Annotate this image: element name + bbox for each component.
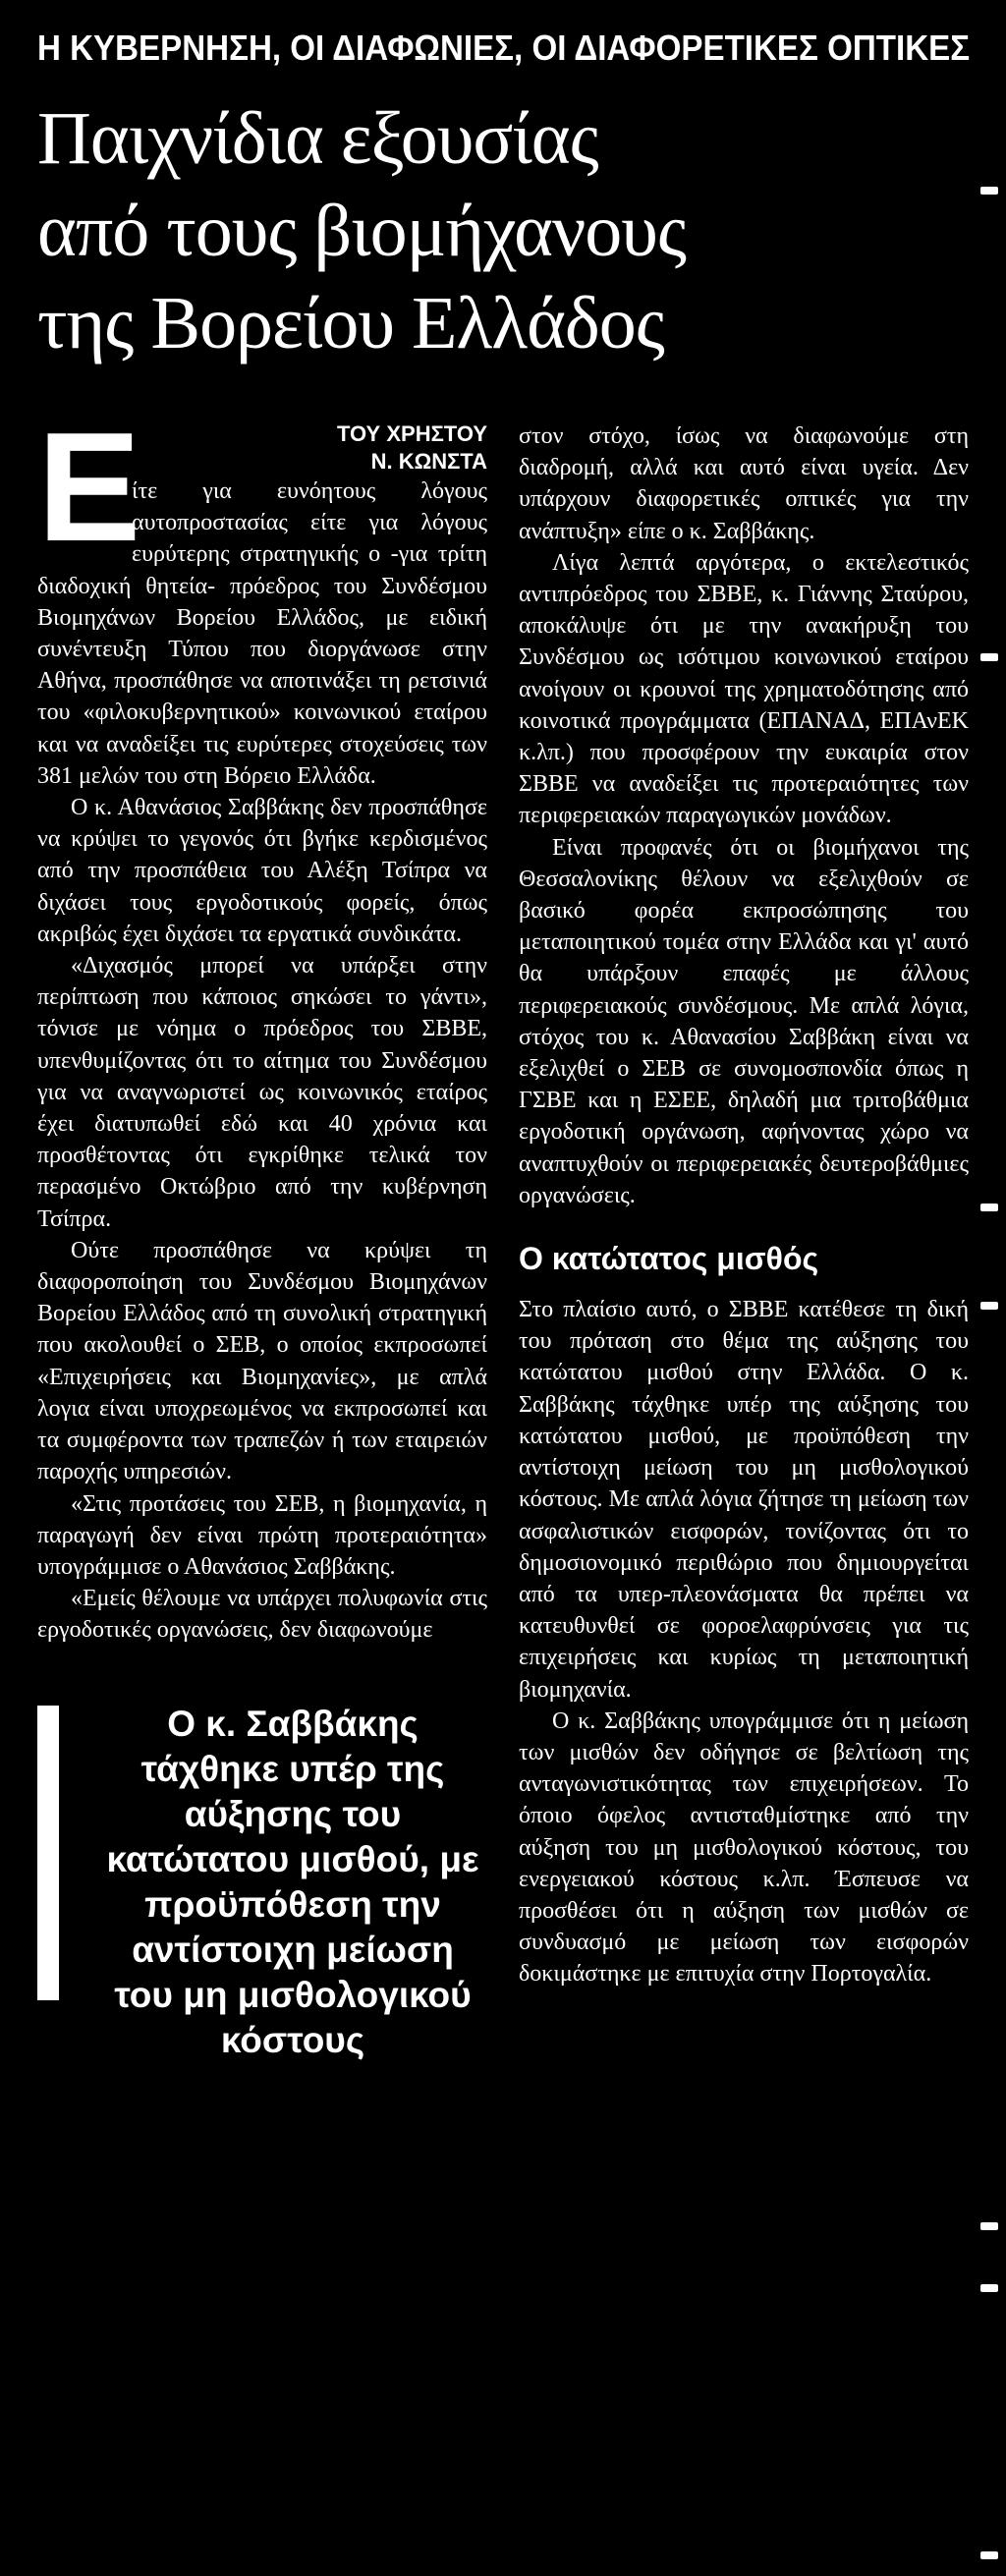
kicker: Η ΚΥΒΕΡΝΗΣΗ, ΟΙ ΔΙΑΦΩΝΙΕΣ, ΟΙ ΔΙΑΦΟΡΕΤΙΚΕΣ ΟΠΤΙΚΕΣ bbox=[37, 28, 971, 68]
paragraph: «Εμείς θέλουμε να υπάρχει πολυφωνία στις εργοδοτικές οργανώσεις, δεν διαφωνούμε bbox=[37, 1586, 487, 1644]
left-column bbox=[37, 401, 487, 2063]
paragraph: στον στόχο, ίσως να διαφωνούμε στη διαδρομή, αλλά και αυτό είναι υγεία. Δεν υπάρχουν διαφορετικές οπτικές για την ανάπτυξη» είπε ο κ. Σαββάκης. bbox=[519, 423, 969, 544]
paragraph: Ο κ. Αθανάσιος Σαββάκης δεν προσπάθησε να κρύψει το γεγονός ότι βγήκε κερδισμένος από την προσπάθεια του Αλέξη Τσίπρα να διχάσει τους εργοδοτικούς φορείς, όπως ακριβώς έχει διχάσει τα εργατικά συνδικάτα. bbox=[37, 795, 487, 947]
headline-line-3: της Βορείου Ελλάδος bbox=[37, 282, 664, 364]
paragraph: «Διχασμός μπορεί να υπάρξει στην περίπτωση που κάποιος σηκώσει το γάντι», τόνισε με νόημα ο πρόεδρος του ΣΒΒΕ, υπενθυμίζοντας ότι το αίτημα του Συνδέσμου για να αναγνωριστεί ως κοινωνικός εταίρος έχει διατυπωθεί εδώ και 40 χρόνια και προσθέτοντας ότι εγκρίθηκε τελικά τον περασμένο Οκτώβριο από την κυβέρνηση Τσίπρα. bbox=[37, 953, 487, 1232]
lead-paragraph bbox=[37, 401, 487, 792]
margin-mark bbox=[980, 1204, 998, 1211]
margin-mark bbox=[980, 1302, 998, 1310]
article-columns bbox=[37, 401, 969, 2063]
margin-mark bbox=[980, 187, 998, 195]
headline-line-2: από τους βιομήχανους bbox=[37, 190, 687, 272]
lead-text: ίτε για ευνόητους λόγους αυτοπροστασίας είτε για λόγους ευρύτερης στρατηγικής ο -για τρίτη διαδοχική θητεία- πρόεδρος του Συνδέσμου Βιομηχάνων Βορείου Ελλάδος, με ειδική συνέντευξη Τύπου που διοργάνωσε στην Αθήνα, προσπάθησε να αποτινάξει τη ρετσινιά του «φιλοκυβερνητικού» κοινωνικού εταίρου και να αναδείξει τις ευρύτερες στοχεύσεις των 381 μελών του στη Βόρειο Ελλάδα. bbox=[37, 478, 487, 789]
byline-line-1: ΤΟΥ ΧΡΗΣΤΟΥ bbox=[337, 421, 487, 446]
byline-line-2: Ν. ΚΩΝΣΤΑ bbox=[370, 449, 487, 474]
margin-mark bbox=[980, 653, 998, 661]
paragraph: Είναι προφανές ότι οι βιομήχανοι της Θεσσαλονίκης θέλουν να εξελιχθούν σε βασικό φορέα εκπροσώπησης του μεταποιητικού τομέα στην Ελλάδα και γι' αυτό θα υπάρξουν επαφές με άλλους περιφερειακούς συνδέσμους. Με απλά λόγια, στόχος του κ. Αθανασίου Σαββάκη είναι να εξελιχθεί ο ΣΕΒ σε συνομοσπονδία όπως η ΓΣΒΕ και η ΕΣΕΕ, δηλαδή μια τριτοβάθμια εργοδοτική οργάνωση, αφήνοντας χώρο να αναπτυχθούν οι περιφερειακές δευτεροβάθμιες οργανώσεις. bbox=[519, 834, 969, 1208]
subheading: Ο κατώτατος μισθός bbox=[519, 1241, 819, 1277]
headline-line-1: Παιχνίδια εξουσίας bbox=[37, 97, 598, 180]
right-column bbox=[519, 420, 969, 1990]
paragraph: Στο πλαίσιο αυτό, ο ΣΒΒΕ κατέθεσε τη δική του πρόταση στο θέμα της αύξησης του κατώτατου μισθού στην Ελλάδα. Ο κ. Σαββάκης τάχθηκε υπέρ της αύξησης του κατώτατου μισθού, με προϋπόθεση την αντίστοιχη μείωση του μη μισθολογικού κόστους. Με απλά λόγια ζήτησε τη μείωση των ασφαλιστικών εισφορών, τονίζοντας ότι το δημοσιονομικό περιθώριο που δημιουργείται από τα υπερ-πλεονάσματα θα πρέπει να κατευθυνθεί σε φοροελαφρύνσεις για τις επιχειρήσεις και κυρίως τη μεταποιητική βιομηχανία. bbox=[519, 1297, 969, 1703]
paragraph: Ούτε προσπάθησε να κρύψει τη διαφοροποίηση του Συνδέσμου Βιομηχάνων Βορείου Ελλάδος από τη συνολική στρατηγική που ακολουθεί ο ΣΕΒ, ο οποίος εκπροσωπεί «Επιχειρήσεις και Βιομηχανίες», με απλά λογια είναι υποχρεωμένος να εκπροσωπεί και τα συμφέροντα των τραπεζών ή των εταιρειών παροχής υπηρεσιών. bbox=[37, 1237, 487, 1485]
drop-cap: Ε bbox=[37, 401, 141, 574]
paragraph: «Στις προτάσεις του ΣΕΒ, η βιομηχανία, η παραγωγή δεν είναι πρώτη προτεραιότητα» υπογράμμισε ο Αθανάσιος Σαββάκης. bbox=[37, 1490, 487, 1580]
paragraph: Λίγα λεπτά αργότερα, ο εκτελεστικός αντιπρόεδρος του ΣΒΒΕ, κ. Γιάννης Σταύρου, αποκάλυψε ότι με την ανακήρυξη του Συνδέσμου ως ισότιμου κοινωνικού εταίρου ανοίγουν οι κρουνοί της χρηματοδότησης από κοινοτικά προγράμματα (ΕΠΑΝΑΔ, ΕΠΑνΕΚ κ.λπ.) που προσφέρουν την ευκαιρία στον ΣΒΒΕ να αναδείξει τις προτεραιότητες των περιφερειακών παραγωγικών μονάδων. bbox=[519, 549, 969, 829]
pull-quote bbox=[37, 1702, 487, 2063]
pull-quote-text: Ο κ. Σαββάκης τάχθηκε υπέρ της αύξησης του κατώτατου μισθού, με προϋπόθεση την αντίστοιχη μείωση του μη μισθολογικού κόστους bbox=[106, 1703, 479, 2060]
margin-mark bbox=[980, 2222, 998, 2230]
paragraph: Ο κ. Σαββάκης υπογράμμισε ότι η μείωση των μισθών δεν οδήγησε σε βελτίωση της ανταγωνιστικότητας των επιχειρήσεων. Το όποιο όφελος αντισταθμίστηκε από την αύξηση του μη μισθολογικού κόστους, του ενεργειακού κόστους κ.λπ. Έσπευσε να προσθέσει ότι η αύξηση των μισθών σε συνδυασμό με μείωση των εισφορών δοκιμάστηκε με επιτυχία στην Πορτογαλία. bbox=[519, 1708, 969, 1988]
margin-mark bbox=[980, 2551, 998, 2559]
margin-mark bbox=[980, 2284, 998, 2292]
headline bbox=[37, 92, 969, 369]
pull-quote-bar bbox=[37, 1706, 59, 2000]
